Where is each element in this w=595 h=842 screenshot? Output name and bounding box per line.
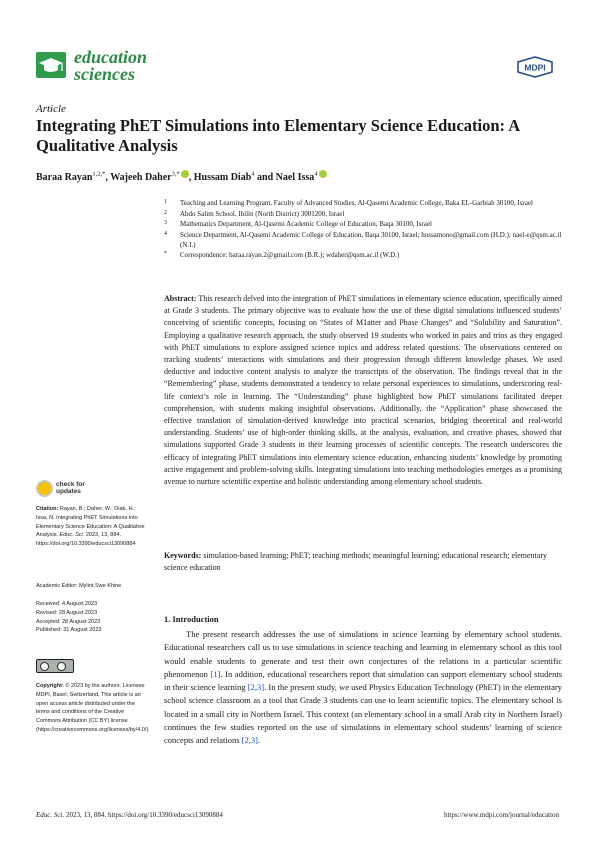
dates-block: [36, 600, 148, 635]
author-separator: ,: [105, 172, 111, 183]
citation-text: Rayan, B.; Daher, W.; Diab, H.; Issa, N. Integrating PhET Simulations into Elementary Science Education: A Qualitative Analysis.: [36, 506, 145, 539]
affiliations: [164, 199, 564, 262]
citation-link[interactable]: [2,3]: [241, 735, 258, 746]
affiliation-text: Abdo Salim School, Ibilin (North District) 3001200, Israel: [180, 209, 345, 218]
affiliation-marker: 1: [164, 199, 167, 205]
introduction-paragraph: The present research addresses the use of simulations in science learning by elementary school students. Educational researchers call us to use simulations in science teaching and learning in elementary school as this tool would enable students to generate and test their own conjectures of the relations in a particular scientific phenomenon [1]. In addition, educational researchers report that simulation can support elementary school students in their science learning [2,3]. In the present study, we used Physics Education Technology (PhET) in the elementary school science classroom as a tool that Grade 3 students can use to learn scientific topics. The elementary school is located in a small city in Northern Israel. This context (an elementary school in a small Arab city in Northern Israel) continues the few studies reported on the use of simulations in elementary school students’ learning of science concepts and relations [2,3].: [164, 629, 563, 746]
copyright-block: [36, 682, 148, 735]
copyright-text: © 2023 by the authors. Licensee MDPI, Basel, Switzerland. This article is an open access article distributed under the terms and conditions of the Creative Commons Attribution (CC BY) license (https://creativecommons.org/licenses/by/4.0/).: [36, 683, 150, 733]
footer-journal: Educ. Sci.: [36, 811, 65, 819]
published-date: Published: 31 August 2023: [36, 627, 102, 634]
updates-line1: check for: [56, 481, 85, 488]
footer-citation: [36, 811, 223, 819]
author-affiliation-marker: 4: [251, 170, 255, 178]
updates-line2: updates: [56, 488, 81, 495]
accepted-date: Accepted: 28 August 2023: [36, 618, 101, 625]
affiliation-item: [164, 210, 564, 220]
section-heading-introduction: 1. Introduction: [164, 614, 219, 624]
citation-block: [36, 505, 148, 549]
author-separator: and: [254, 172, 276, 183]
citation-journal: Educ. Sci.: [59, 532, 85, 539]
copyright-label: Copyright:: [36, 683, 64, 689]
affiliation-text: Teaching and Learning Program, Faculty of Advanced Studies, Al-Qasemi Academic College, Baka EL-Garbiah 30100, Israel: [180, 199, 533, 207]
journal-name[interactable]: education sciences: [74, 47, 148, 84]
abstract-label: Abstract:: [164, 294, 197, 303]
orcid-icon[interactable]: [319, 170, 327, 178]
author-name[interactable]: Wajeeh Daher: [110, 172, 172, 183]
author-affiliation-marker: 3,*: [171, 170, 180, 178]
affiliation-item: [164, 251, 564, 261]
article-title: Integrating PhET Simulations into Elementary Science Education: A Qualitative Analysis: [36, 116, 520, 155]
publisher-name: MDPI: [524, 62, 546, 73]
author-name[interactable]: Baraa Rayan: [36, 172, 93, 183]
author-affiliation-marker: 1,2,*: [92, 170, 106, 178]
abstract-text: This research delved into the integration of PhET simulations in elementary science education, specifically aimed at Grade 3 students. The primary objective was to evaluate how the use of these digital simulations influenced students’ conceiving of scientific concepts, focusing on “States of M1atter and Phase Changes” and “Solubility and Saturation”. Employing a qualitative research approach, the study observed 19 students who worked in pairs and trios as they engaged with PhET simulations to explore assigned science topics and address related questions. The observations centered on tracking students’ interactions with simulations and their progression through different knowledge phases. We used deductive and inductive content analysis to analyze the transcripts of the observation. The findings reveal that in the “Remembering” phase, students demonstrated a tendency to relate personal experiences to simulations, underscoring real-life context’s role in learning. The “Understanding” phase highlighted how PhET simulations facilitated deeper comprehension, with students making insightful observations. Additionally, the “Application” phase showcased the effective translation of simulation-derived knowledge into practical scenarios, bridging theoretical and real-world understanding. Students’ use of high-order thinking skills, at the analysis, evaluation, and creative phases, showed that simulations supported Grade 3 students in their learning processes of scientific concepts. The research underscores the efficacy of integrating PhET simulations into elementary science education, enhancing students’ knowledge by promoting active engagement and problem-solving skills. Integrating simulations into teaching methodologies emerges as a promising avenue to nurture scientific expertise and holistic understanding among elementary school students.: [164, 294, 562, 487]
author-separator: ,: [188, 172, 194, 183]
revised-date: Revised: 28 August 2023: [36, 609, 98, 616]
orcid-icon[interactable]: [181, 170, 189, 178]
citation-link[interactable]: [2,3]: [247, 682, 265, 693]
check-for-updates-button[interactable]: [36, 480, 136, 500]
abstract: [164, 293, 562, 488]
article-type: Article: [36, 103, 66, 115]
cc-icon: [40, 662, 49, 671]
journal-logo-icon: [36, 52, 66, 78]
by-icon: [57, 662, 66, 671]
footer-details[interactable]: 2023, 13, 884. https://doi.org/10.3390/educsci13090884: [65, 811, 223, 819]
affiliation-text: Science Department, Al-Qasemi Academic College of Education, Baqa 30100, Israel; hussamono@gmail.com (H.D.); nael-e@qsm.ac.il (N.I.): [180, 231, 562, 249]
affiliation-marker: 4: [164, 231, 167, 238]
affiliation-text: Correspondence: baraa.rayan.2@gmail.com (B.R.); wdaher@qsm.ac.il (W.D.): [180, 251, 400, 260]
affiliation-text: Mathematics Department, Al-Qasemi Academic College of Education, Baqa 30100, Israel: [180, 220, 432, 229]
citation-label: Citation:: [36, 506, 59, 512]
author-name[interactable]: Hussam Diab: [193, 172, 252, 183]
affiliation-marker: 3: [164, 220, 167, 227]
check-updates-icon: [36, 480, 53, 497]
cc-by-license-icon[interactable]: [36, 659, 74, 673]
affiliation-item: [164, 231, 564, 250]
affiliation-marker: 2: [164, 209, 167, 216]
citation-details[interactable]: 2023, 13, 884. https://doi.org/10.3390/educsci13090884: [36, 532, 136, 548]
author-affiliation-marker: 4: [314, 170, 318, 178]
footer-journal-url[interactable]: https://www.mdpi.com/journal/education: [443, 811, 559, 819]
author-name[interactable]: Nael Issa: [275, 172, 315, 183]
academic-editor: Academic Editor: Mylint Swe Khine: [36, 583, 122, 589]
affiliation-marker: *: [164, 251, 167, 258]
citation-link[interactable]: [1]: [210, 668, 221, 679]
keywords-label: Keywords:: [164, 551, 202, 560]
keywords-text: simulation-based learning; PhET; teaching methods; meaningful learning; educational research; elementary science education: [164, 551, 547, 573]
publisher-logo-icon[interactable]: [516, 56, 554, 78]
affiliation-item: [164, 220, 564, 230]
keywords: [164, 550, 562, 574]
author-list: [36, 170, 576, 183]
received-date: Received: 4 August 2023: [36, 601, 98, 607]
affiliation-item: [164, 199, 564, 209]
